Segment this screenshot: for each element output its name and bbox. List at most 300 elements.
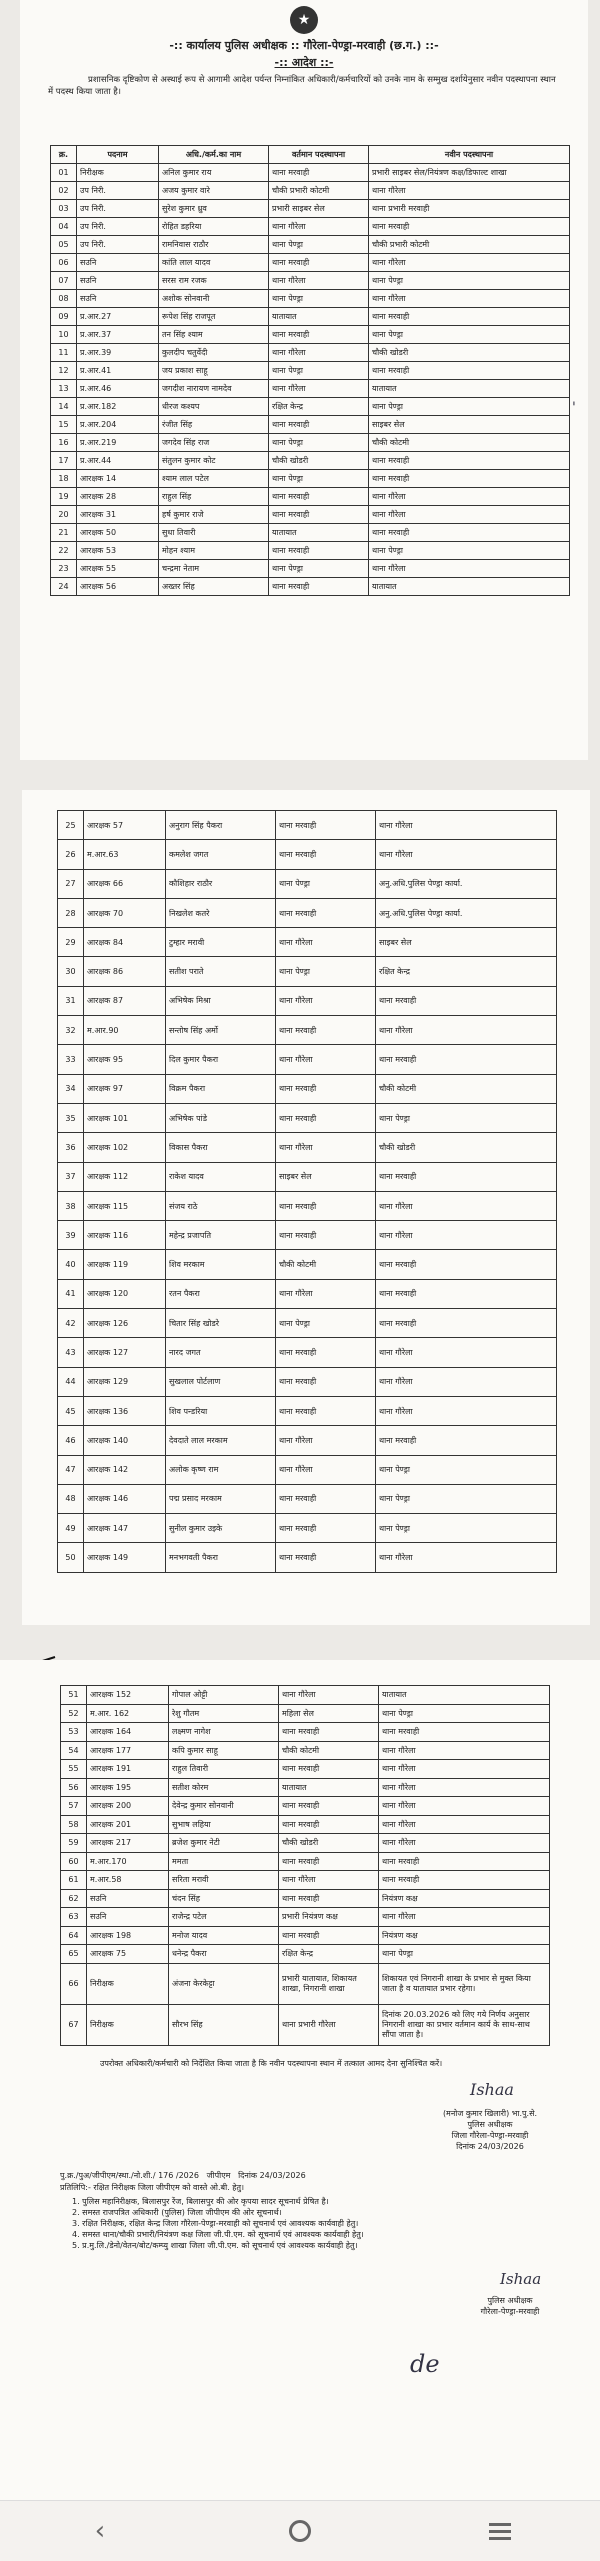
- cell-new-posting: थाना गौरेला: [379, 1778, 550, 1797]
- cell-name: रेशु गौतम: [169, 1704, 279, 1723]
- cell-rank: म.आर.170: [87, 1852, 169, 1871]
- table-row: [58, 1309, 557, 1338]
- table-row: [51, 470, 570, 488]
- cell-current-posting: थाना मरवाही: [279, 1723, 379, 1742]
- cell-name: धनेन्द्र पैकरा: [169, 1945, 279, 1964]
- cell-new-posting: नियंत्रण कक्ष: [379, 1889, 550, 1908]
- cell-serial: 06: [51, 254, 77, 272]
- cell-serial: 63: [61, 1908, 87, 1927]
- table-row: [51, 434, 570, 452]
- cell-new-posting: यातायात: [379, 1686, 550, 1705]
- back-button[interactable]: [70, 2511, 130, 2551]
- cell-serial: 18: [51, 470, 77, 488]
- list-item: 2. समस्त राजपत्रित अधिकारी (पुलिस) जिला जीपीएम की ओर सूचनार्थ।: [72, 2208, 282, 2217]
- cell-new-posting: थाना पेण्ड्रा: [369, 398, 570, 416]
- cell-current-posting: थाना गौरेला: [276, 1279, 376, 1308]
- handwritten-signature-2: Ishaa: [500, 2270, 542, 2288]
- cell-current-posting: थाना गौरेला: [279, 1686, 379, 1705]
- cell-current-posting: थाना पेण्ड्रा: [269, 560, 369, 578]
- table-header-row: [51, 146, 570, 164]
- cell-serial: 30: [58, 957, 84, 986]
- table-row: [51, 200, 570, 218]
- cell-name: गोपाल ओट्टी: [169, 1686, 279, 1705]
- table-row: [61, 1834, 550, 1853]
- cell-serial: 49: [58, 1514, 84, 1543]
- table-row: [61, 1945, 550, 1964]
- cell-new-posting: थाना मरवाही: [369, 218, 570, 236]
- cell-new-posting: चौकी खोडरी: [376, 1133, 557, 1162]
- cell-rank: आरक्षक 149: [84, 1543, 166, 1572]
- cell-serial: 21: [51, 524, 77, 542]
- cell-rank: सउनि: [77, 290, 159, 308]
- transfer-table-page-2: [57, 810, 557, 1573]
- document-page-1: [20, 0, 588, 760]
- table-row: [51, 290, 570, 308]
- reference-date: दिनांक 24/03/2026: [238, 2171, 306, 2180]
- cell-name: पद्म प्रसाद मरकाम: [166, 1484, 276, 1513]
- cell-serial: 31: [58, 986, 84, 1015]
- cell-rank: प्र.आर.182: [77, 398, 159, 416]
- header-name: अधि./कर्म.का नाम: [159, 146, 269, 164]
- cell-new-posting: अनु.अधि.पुलिस पेण्ड्रा कार्या.: [376, 869, 557, 898]
- cell-new-posting: थाना मरवाही: [369, 470, 570, 488]
- table-row: [58, 1016, 557, 1045]
- cell-name: अनुराग सिंह पैकरा: [166, 811, 276, 840]
- cell-rank: आरक्षक 146: [84, 1484, 166, 1513]
- table-row: [58, 1279, 557, 1308]
- cell-current-posting: थाना मरवाही: [279, 1926, 379, 1945]
- cell-current-posting: थाना गौरेला: [276, 1133, 376, 1162]
- cell-rank: आरक्षक 55: [77, 560, 159, 578]
- table-row: [61, 1871, 550, 1890]
- cell-serial: 09: [51, 308, 77, 326]
- cell-serial: 52: [61, 1704, 87, 1723]
- cell-name: नारद जगत: [166, 1338, 276, 1367]
- cell-serial: 62: [61, 1889, 87, 1908]
- cell-new-posting: थाना गौरेला: [379, 1797, 550, 1816]
- cell-name: चन्द्रमा नेताम: [159, 560, 269, 578]
- table-row: [51, 506, 570, 524]
- cell-new-posting: थाना मरवाही: [376, 1162, 557, 1191]
- table-row: [58, 1191, 557, 1220]
- cell-rank: आरक्षक 97: [84, 1074, 166, 1103]
- cell-new-posting: थाना मरवाही: [376, 1250, 557, 1279]
- table-row: [61, 2004, 550, 2045]
- cell-rank: आरक्षक 177: [87, 1741, 169, 1760]
- cell-serial: 08: [51, 290, 77, 308]
- cell-serial: 64: [61, 1926, 87, 1945]
- cell-serial: 51: [61, 1686, 87, 1705]
- cell-rank: सउनि: [87, 1908, 169, 1927]
- handwritten-signature-1: Ishaa: [470, 2080, 514, 2099]
- cell-new-posting: थाना गौरेला: [369, 560, 570, 578]
- table-row: [61, 1815, 550, 1834]
- cell-rank: आरक्षक 50: [77, 524, 159, 542]
- table-row: [58, 1543, 557, 1572]
- cell-name: अख्तर सिंह: [159, 578, 269, 596]
- cell-rank: सउनि: [77, 272, 159, 290]
- cell-name: अभिषेक पांडे: [166, 1103, 276, 1132]
- table-row: [61, 1741, 550, 1760]
- cell-rank: आरक्षक 164: [87, 1723, 169, 1742]
- cell-name: तन सिंह श्याम: [159, 326, 269, 344]
- list-item: 3. रक्षित निरीक्षक, रक्षित केन्द्र जिला गौरेला-पेण्ड्रा-मरवाही को सूचनार्थ एवं आवश्यक कार्यवाही हेतु।: [72, 2219, 359, 2228]
- cell-serial: 11: [51, 344, 77, 362]
- cell-rank: आरक्षक 56: [77, 578, 159, 596]
- cell-new-posting: थाना गौरेला: [376, 1221, 557, 1250]
- cell-serial: 36: [58, 1133, 84, 1162]
- cell-current-posting: थाना प्रभारी गौरेला: [279, 2004, 379, 2045]
- cell-current-posting: थाना मरवाही: [276, 1221, 376, 1250]
- cell-serial: 54: [61, 1741, 87, 1760]
- cell-new-posting: थाना मरवाही: [379, 1871, 550, 1890]
- cell-current-posting: प्रभारी यातायात, शिकायत शाखा, निगरानी शाखा: [279, 1963, 379, 2004]
- order-title: -:: आदेश ::-: [274, 56, 334, 69]
- cell-rank: प्र.आर.41: [77, 362, 159, 380]
- cell-new-posting: चौकी प्रभारी कोटमी: [369, 236, 570, 254]
- cell-new-posting: थाना पेण्ड्रा: [379, 1704, 550, 1723]
- cell-rank: प्र.आर.204: [77, 416, 159, 434]
- table-row: [51, 488, 570, 506]
- table-row: [51, 560, 570, 578]
- signatory-name: (मनोज कुमार खिलारी) भा.पु.से.: [442, 2109, 538, 2118]
- cell-new-posting: थाना मरवाही: [376, 1279, 557, 1308]
- cell-name: देवदाते लाल मरकाम: [166, 1426, 276, 1455]
- cell-rank: आरक्षक 53: [77, 542, 159, 560]
- cell-serial: 07: [51, 272, 77, 290]
- cell-new-posting: थाना गौरेला: [376, 1367, 557, 1396]
- cell-new-posting: थाना गौरेला: [369, 506, 570, 524]
- table-row: [61, 1926, 550, 1945]
- cell-new-posting: साइबर सेल: [376, 928, 557, 957]
- cell-rank: आरक्षक 147: [84, 1514, 166, 1543]
- cell-current-posting: प्रभारी साइबर सेल: [269, 200, 369, 218]
- cell-serial: 45: [58, 1396, 84, 1425]
- table-row: [58, 1103, 557, 1132]
- table-row: [61, 1852, 550, 1871]
- cell-new-posting: थाना मरवाही: [376, 1045, 557, 1074]
- cell-name: सुधा तिवारी: [159, 524, 269, 542]
- cell-rank: आरक्षक 57: [84, 811, 166, 840]
- cell-name: जगदेव सिंह राज: [159, 434, 269, 452]
- cell-new-posting: चौकी खोडरी: [369, 344, 570, 362]
- table-row: [61, 1704, 550, 1723]
- table-row: [61, 1797, 550, 1816]
- cell-serial: 39: [58, 1221, 84, 1250]
- cell-new-posting: थाना पेण्ड्रा: [376, 1484, 557, 1513]
- cell-new-posting: चौकी कोटमी: [369, 434, 570, 452]
- cell-rank: निरीक्षक: [87, 2004, 169, 2045]
- table-row: [51, 254, 570, 272]
- cell-name: मनोज यादव: [169, 1926, 279, 1945]
- cell-name: धीरज कश्यप: [159, 398, 269, 416]
- cell-rank: आरक्षक 152: [87, 1686, 169, 1705]
- cell-current-posting: यातायात: [269, 308, 369, 326]
- cell-new-posting: थाना पेण्ड्रा: [379, 1945, 550, 1964]
- cell-rank: निरीक्षक: [87, 1963, 169, 2004]
- table-row: [51, 236, 570, 254]
- cell-current-posting: चौकी कोटमी: [279, 1741, 379, 1760]
- table-row: [61, 1963, 550, 2004]
- cell-current-posting: रक्षित केन्द्र: [279, 1945, 379, 1964]
- cell-current-posting: थाना मरवाही: [279, 1797, 379, 1816]
- cell-current-posting: थाना पेण्ड्रा: [276, 869, 376, 898]
- cell-new-posting: थाना मरवाही: [369, 308, 570, 326]
- cell-rank: निरीक्षक: [77, 164, 159, 182]
- cell-rank: सउनि: [77, 254, 159, 272]
- cell-new-posting: थाना पेण्ड्रा: [369, 326, 570, 344]
- table-row: [58, 1367, 557, 1396]
- cell-current-posting: थाना गौरेला: [269, 218, 369, 236]
- cell-serial: 40: [58, 1250, 84, 1279]
- cell-new-posting: थाना गौरेला: [379, 1760, 550, 1779]
- cell-serial: 56: [61, 1778, 87, 1797]
- cell-name: कुलदीप चतुर्वेदी: [159, 344, 269, 362]
- cell-current-posting: रक्षित केन्द्र: [269, 398, 369, 416]
- cell-rank: आरक्षक 126: [84, 1309, 166, 1338]
- cell-name: रतन पैकरा: [166, 1279, 276, 1308]
- cell-name: चितार सिंह खोडरे: [166, 1309, 276, 1338]
- cell-new-posting: थाना मरवाही: [369, 524, 570, 542]
- cell-rank: आरक्षक 70: [84, 898, 166, 927]
- system-navigation-bar: [0, 2500, 600, 2561]
- table-row: [58, 898, 557, 927]
- cell-serial: 33: [58, 1045, 84, 1074]
- cell-serial: 66: [61, 1963, 87, 2004]
- cell-current-posting: थाना गौरेला: [276, 928, 376, 957]
- transfer-table-page-3: [60, 1685, 550, 2046]
- home-button[interactable]: [270, 2511, 330, 2551]
- cell-rank: आरक्षक 31: [77, 506, 159, 524]
- table-row: [58, 1396, 557, 1425]
- cell-serial: 61: [61, 1871, 87, 1890]
- cell-serial: 23: [51, 560, 77, 578]
- cell-name: अलोक कृष्ण राम: [166, 1455, 276, 1484]
- cell-name: कांति लाल यादव: [159, 254, 269, 272]
- cell-current-posting: थाना मरवाही: [276, 1484, 376, 1513]
- cell-rank: आरक्षक 127: [84, 1338, 166, 1367]
- cell-current-posting: थाना मरवाही: [269, 542, 369, 560]
- reference-number: पु.क्र./पुअ/जीपीएम/स्था./नो.शी./ 176 /2026: [60, 2171, 199, 2180]
- cell-name: श्याम लाल पटेल: [159, 470, 269, 488]
- table-row: [58, 1074, 557, 1103]
- transfer-table-page-1: [50, 145, 570, 596]
- cell-serial: 32: [58, 1016, 84, 1045]
- cell-current-posting: थाना मरवाही: [279, 1760, 379, 1779]
- cell-current-posting: थाना पेण्ड्रा: [269, 434, 369, 452]
- cell-name: रोहित डहरिया: [159, 218, 269, 236]
- copy-to-line: प्रतिलिपि:- रक्षित निरीक्षक जिला जीपीएम को वास्ते ओ.बी. हेतु।: [60, 2183, 245, 2192]
- cell-serial: 44: [58, 1367, 84, 1396]
- cell-serial: 41: [58, 1279, 84, 1308]
- cell-serial: 27: [58, 869, 84, 898]
- cell-current-posting: थाना मरवाही: [269, 326, 369, 344]
- cell-new-posting: यातायात: [369, 578, 570, 596]
- cell-current-posting: थाना मरवाही: [276, 1514, 376, 1543]
- cell-rank: प्र.आर.27: [77, 308, 159, 326]
- cell-serial: 28: [58, 898, 84, 927]
- cell-current-posting: चौकी खोडरी: [279, 1834, 379, 1853]
- table-row: [58, 1221, 557, 1250]
- margin-mark: ': [572, 400, 576, 416]
- cell-rank: आरक्षक 86: [84, 957, 166, 986]
- cell-new-posting: थाना गौरेला: [369, 290, 570, 308]
- cell-current-posting: थाना मरवाही: [276, 1543, 376, 1572]
- office-title: -:: कार्यालय पुलिस अधीक्षक :: गौरेला-पेण्ड्रा-मरवाही (छ.ग.) ::-: [169, 39, 439, 52]
- cell-new-posting: थाना गौरेला: [379, 1834, 550, 1853]
- cell-current-posting: थाना मरवाही: [279, 1815, 379, 1834]
- cell-serial: 24: [51, 578, 77, 596]
- reference-line: [60, 2170, 560, 2181]
- cell-serial: 48: [58, 1484, 84, 1513]
- cell-name: कमलेश जगत: [166, 840, 276, 869]
- back-icon: ‹: [94, 2516, 106, 2546]
- cell-new-posting: थाना मरवाही: [376, 986, 557, 1015]
- cell-current-posting: थाना पेण्ड्रा: [269, 236, 369, 254]
- cell-serial: 59: [61, 1834, 87, 1853]
- signatory-title-2: पुलिस अधीक्षक: [487, 2296, 533, 2305]
- cell-name: रूपेश सिंह राजपूत: [159, 308, 269, 326]
- cell-current-posting: थाना मरवाही: [276, 898, 376, 927]
- table-row: [51, 218, 570, 236]
- cell-current-posting: थाना पेण्ड्रा: [269, 290, 369, 308]
- cell-current-posting: थाना मरवाही: [269, 578, 369, 596]
- signature-block-2: [440, 2295, 580, 2317]
- cell-serial: 38: [58, 1191, 84, 1220]
- cell-serial: 53: [61, 1723, 87, 1742]
- table-row: [58, 1484, 557, 1513]
- cell-rank: आरक्षक 115: [84, 1191, 166, 1220]
- cell-serial: 35: [58, 1103, 84, 1132]
- cell-current-posting: साइबर सेल: [276, 1162, 376, 1191]
- cell-serial: 67: [61, 2004, 87, 2045]
- cell-serial: 22: [51, 542, 77, 560]
- cell-serial: 26: [58, 840, 84, 869]
- cell-current-posting: थाना मरवाही: [276, 1103, 376, 1132]
- cell-serial: 17: [51, 452, 77, 470]
- cell-name: संतुलन कुमार कोट: [159, 452, 269, 470]
- cell-name: लक्ष्मण नागेश: [169, 1723, 279, 1742]
- table-row: [58, 840, 557, 869]
- cell-new-posting: शिकायत एवं निगरानी शाखा के प्रभार से मुक्त किया जाता है व यातायात प्रभार रहेगा।: [379, 1963, 550, 2004]
- cell-name: रामनिवास राठौर: [159, 236, 269, 254]
- table-row: [61, 1778, 550, 1797]
- table-row: [61, 1723, 550, 1742]
- table-row: [61, 1686, 550, 1705]
- cell-new-posting: अनु.अधि.पुलिस पेण्ड्रा कार्या.: [376, 898, 557, 927]
- recents-button[interactable]: [470, 2511, 530, 2551]
- cell-new-posting: थाना प्रभारी मरवाही: [369, 200, 570, 218]
- home-icon: [289, 2520, 311, 2542]
- cell-current-posting: थाना गौरेला: [269, 344, 369, 362]
- cell-rank: आरक्षक 142: [84, 1455, 166, 1484]
- cell-new-posting: थाना मरवाही: [369, 362, 570, 380]
- table-row: [51, 362, 570, 380]
- cell-serial: 01: [51, 164, 77, 182]
- cell-name: राहुल सिंह: [159, 488, 269, 506]
- cell-name: सुखलाल पोर्टलाण: [166, 1367, 276, 1396]
- table-row: [51, 380, 570, 398]
- cell-new-posting: थाना पेण्ड्रा: [369, 272, 570, 290]
- cell-current-posting: थाना मरवाही: [269, 416, 369, 434]
- document-page-2: [22, 790, 590, 1625]
- cell-rank: प्र.आर.219: [77, 434, 159, 452]
- table-row: [51, 578, 570, 596]
- cell-rank: प्र.आर.37: [77, 326, 159, 344]
- cell-current-posting: चौकी खोडरी: [269, 452, 369, 470]
- cell-current-posting: थाना पेण्ड्रा: [269, 470, 369, 488]
- cell-new-posting: थाना गौरेला: [376, 1396, 557, 1425]
- cell-serial: 58: [61, 1815, 87, 1834]
- cell-serial: 05: [51, 236, 77, 254]
- cell-name: अशोक सोनवानी: [159, 290, 269, 308]
- cell-current-posting: थाना मरवाही: [279, 1889, 379, 1908]
- cell-current-posting: यातायात: [279, 1778, 379, 1797]
- cell-serial: 43: [58, 1338, 84, 1367]
- cell-name: सरस राम रजक: [159, 272, 269, 290]
- cell-new-posting: थाना गौरेला: [376, 1338, 557, 1367]
- cell-name: जय प्रकाश साहू: [159, 362, 269, 380]
- table-row: [51, 308, 570, 326]
- cell-serial: 20: [51, 506, 77, 524]
- cell-current-posting: थाना गौरेला: [276, 1045, 376, 1074]
- cell-serial: 03: [51, 200, 77, 218]
- table-row: [51, 542, 570, 560]
- cell-current-posting: थाना गौरेला: [269, 380, 369, 398]
- cell-rank: म.आर.58: [87, 1871, 169, 1890]
- cell-name: संजय राठे: [166, 1191, 276, 1220]
- police-emblem-icon: ★: [290, 6, 318, 34]
- cell-new-posting: थाना गौरेला: [376, 1191, 557, 1220]
- cell-serial: 10: [51, 326, 77, 344]
- cell-serial: 15: [51, 416, 77, 434]
- cell-serial: 25: [58, 811, 84, 840]
- cell-name: शिव पन्डरिया: [166, 1396, 276, 1425]
- cell-rank: म.आर. 162: [87, 1704, 169, 1723]
- order-preamble: प्रशासनिक दृष्टिकोण से अस्थाई रूप से आगामी आदेश पर्यन्त निम्नांकित अधिकारी/कर्मचारियों को उनके नाम के सम्मुख दर्शायेनुसार नवीन पदस्थापना स्थान में पदस्थ किया जाता है।: [48, 75, 556, 97]
- cell-rank: आरक्षक 200: [87, 1797, 169, 1816]
- letterhead: [20, 6, 588, 70]
- cell-current-posting: थाना मरवाही: [276, 1074, 376, 1103]
- signatory-district: जिला गौरेला-पेण्ड्रा-मरवाही: [451, 2131, 529, 2140]
- cell-new-posting: थाना गौरेला: [376, 840, 557, 869]
- table-row: [61, 1908, 550, 1927]
- cell-current-posting: थाना मरवाही: [276, 840, 376, 869]
- cell-current-posting: थाना मरवाही: [276, 1367, 376, 1396]
- cell-rank: म.आर.90: [84, 1016, 166, 1045]
- cell-rank: आरक्षक 201: [87, 1815, 169, 1834]
- cell-new-posting: थाना मरवाही: [369, 452, 570, 470]
- cell-new-posting: थाना पेण्ड्रा: [376, 1103, 557, 1132]
- table-row: [61, 1760, 550, 1779]
- cell-name: राकेश यादव: [166, 1162, 276, 1191]
- cell-name: सुनील कुमार उइके: [166, 1514, 276, 1543]
- cell-serial: 04: [51, 218, 77, 236]
- cell-name: राजेन्द्र पटेल: [169, 1908, 279, 1927]
- cell-new-posting: थाना गौरेला: [376, 811, 557, 840]
- cell-current-posting: थाना मरवाही: [276, 1016, 376, 1045]
- cell-name: विक्रम पैकरा: [166, 1074, 276, 1103]
- cell-new-posting: प्रभारी साइबर सेल/नियंत्रण कक्ष/डिफाल्ट शाखा: [369, 164, 570, 182]
- cell-new-posting: थाना गौरेला: [379, 1815, 550, 1834]
- cell-new-posting: थाना गौरेला: [376, 1016, 557, 1045]
- table-row: [51, 416, 570, 434]
- cell-new-posting: थाना मरवाही: [376, 1426, 557, 1455]
- table-row: [58, 1338, 557, 1367]
- cell-new-posting: रक्षित केन्द्र: [376, 957, 557, 986]
- cell-serial: 47: [58, 1455, 84, 1484]
- list-item: 4. समस्त थाना/चौकी प्रभारी/नियंत्रण कक्ष जिला जी.पी.एम. को सूचनार्थ एवं आवश्यक कार्यवाही हेतु।: [72, 2230, 364, 2239]
